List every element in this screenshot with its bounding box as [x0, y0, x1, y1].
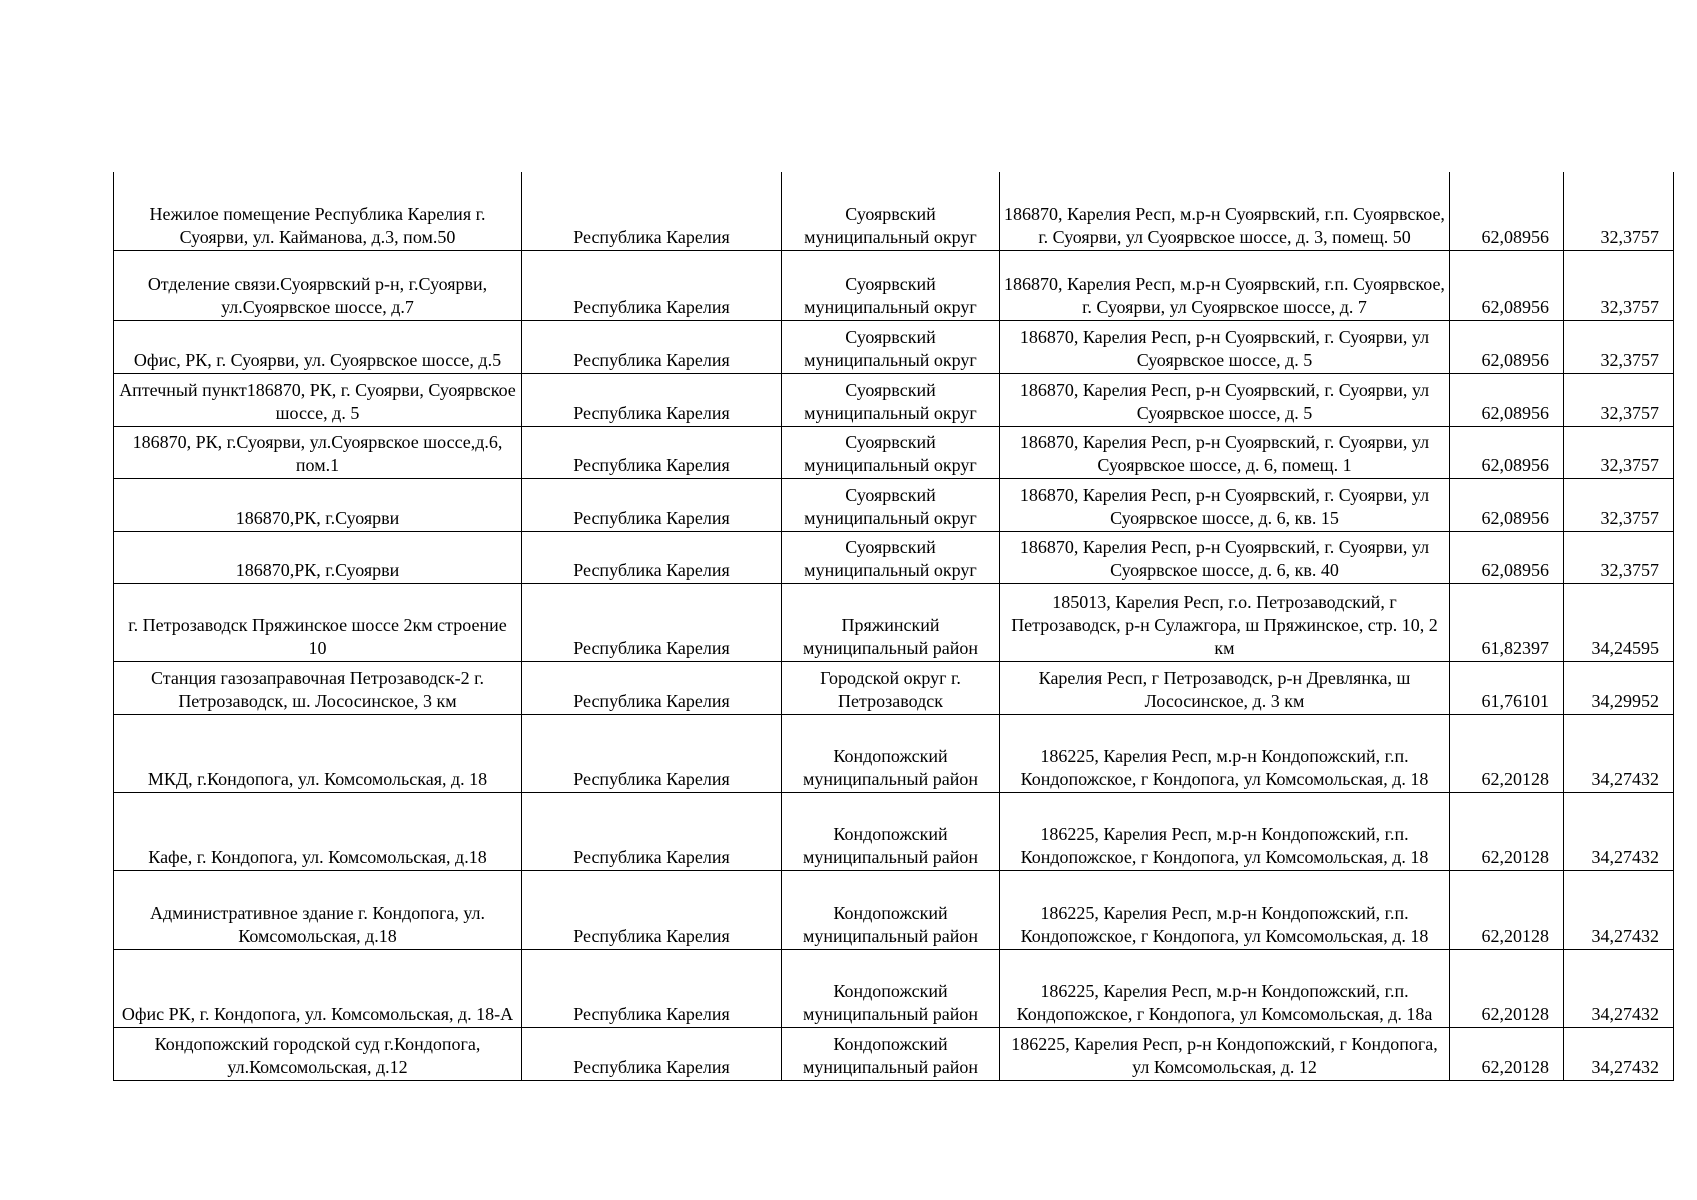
longitude-cell: 32,3757 [1564, 531, 1674, 583]
longitude-cell: 34,27432 [1564, 1027, 1674, 1080]
municipality-cell: Городской округ г. Петрозаводск [782, 661, 1000, 714]
object-name-cell: Административное здание г. Кондопога, ул. Комсомольская, д.18 [114, 870, 522, 949]
longitude-cell: 34,27432 [1564, 792, 1674, 870]
region-cell: Республика Карелия [522, 478, 782, 531]
municipality-cell: Суоярвский муниципальный округ [782, 531, 1000, 583]
longitude-cell: 34,27432 [1564, 714, 1674, 792]
municipality-cell: Суоярвский муниципальный округ [782, 250, 1000, 320]
region-cell: Республика Карелия [522, 373, 782, 426]
table-row [114, 172, 1674, 250]
table-row [114, 661, 1674, 714]
municipality-cell: Кондопожский муниципальный район [782, 1027, 1000, 1080]
longitude-cell: 34,27432 [1564, 949, 1674, 1027]
latitude-cell: 62,08956 [1450, 320, 1564, 373]
object-name-cell: 186870,РК, г.Суоярви [114, 531, 522, 583]
table-row [114, 373, 1674, 426]
region-cell: Республика Карелия [522, 792, 782, 870]
longitude-cell: 32,3757 [1564, 250, 1674, 320]
region-cell: Республика Карелия [522, 172, 782, 250]
latitude-cell: 62,20128 [1450, 714, 1564, 792]
longitude-cell: 32,3757 [1564, 320, 1674, 373]
object-name-cell: Отделение связи.Суоярвский р-н, г.Суоярви, ул.Суоярвское шоссе, д.7 [114, 250, 522, 320]
address-cell: 186870, Карелия Респ, м.р-н Суоярвский, г.п. Суоярвское, г. Суоярви, ул Суоярвское шоссе, д. 3, помещ. 50 [1000, 172, 1450, 250]
region-cell: Республика Карелия [522, 426, 782, 478]
latitude-cell: 62,08956 [1450, 250, 1564, 320]
municipality-cell: Пряжинский муниципальный район [782, 583, 1000, 661]
longitude-cell: 32,3757 [1564, 172, 1674, 250]
address-cell: 186870, Карелия Респ, р-н Суоярвский, г. Суоярви, ул Суоярвское шоссе, д. 6, помещ. 1 [1000, 426, 1450, 478]
municipality-cell: Кондопожский муниципальный район [782, 949, 1000, 1027]
latitude-cell: 62,08956 [1450, 531, 1564, 583]
region-cell: Республика Карелия [522, 1027, 782, 1080]
address-cell: 186870, Карелия Респ, р-н Суоярвский, г. Суоярви, ул Суоярвское шоссе, д. 6, кв. 15 [1000, 478, 1450, 531]
region-cell: Республика Карелия [522, 250, 782, 320]
region-cell: Республика Карелия [522, 320, 782, 373]
latitude-cell: 62,08956 [1450, 426, 1564, 478]
region-cell: Республика Карелия [522, 714, 782, 792]
address-cell: 186225, Карелия Респ, р-н Кондопожский, г Кондопога, ул Комсомольская, д. 12 [1000, 1027, 1450, 1080]
address-cell: 186870, Карелия Респ, м.р-н Суоярвский, г.п. Суоярвское, г. Суоярви, ул Суоярвское шоссе, д. 7 [1000, 250, 1450, 320]
address-cell: Карелия Респ, г Петрозаводск, р-н Древлянка, ш Лососинское, д. 3 км [1000, 661, 1450, 714]
address-cell: 186225, Карелия Респ, м.р-н Кондопожский, г.п. Кондопожское, г Кондопога, ул Комсомольская, д. 18 [1000, 870, 1450, 949]
latitude-cell: 61,82397 [1450, 583, 1564, 661]
object-name-cell: Станция газозаправочная Петрозаводск-2 г. Петрозаводск, ш. Лососинское, 3 км [114, 661, 522, 714]
latitude-cell: 61,76101 [1450, 661, 1564, 714]
region-cell: Республика Карелия [522, 949, 782, 1027]
longitude-cell: 34,27432 [1564, 870, 1674, 949]
table-row [114, 426, 1674, 478]
object-name-cell: 186870,РК, г.Суоярви [114, 478, 522, 531]
region-cell: Республика Карелия [522, 583, 782, 661]
municipality-cell: Суоярвский муниципальный округ [782, 172, 1000, 250]
address-cell: 186870, Карелия Респ, р-н Суоярвский, г. Суоярви, ул Суоярвское шоссе, д. 5 [1000, 320, 1450, 373]
address-table [113, 172, 1674, 1081]
municipality-cell: Суоярвский муниципальный округ [782, 373, 1000, 426]
table-row [114, 320, 1674, 373]
address-cell: 186225, Карелия Респ, м.р-н Кондопожский, г.п. Кондопожское, г Кондопога, ул Комсомольская, д. 18а [1000, 949, 1450, 1027]
table-row [114, 714, 1674, 792]
latitude-cell: 62,20128 [1450, 870, 1564, 949]
longitude-cell: 32,3757 [1564, 373, 1674, 426]
object-name-cell: Офис, РК, г. Суоярви, ул. Суоярвское шоссе, д.5 [114, 320, 522, 373]
longitude-cell: 32,3757 [1564, 426, 1674, 478]
municipality-cell: Кондопожский муниципальный район [782, 792, 1000, 870]
object-name-cell: Нежилое помещение Республика Карелия г. Суоярви, ул. Кайманова, д.3, пом.50 [114, 172, 522, 250]
address-cell: 186870, Карелия Респ, р-н Суоярвский, г. Суоярви, ул Суоярвское шоссе, д. 6, кв. 40 [1000, 531, 1450, 583]
table-row [114, 1027, 1674, 1080]
municipality-cell: Суоярвский муниципальный округ [782, 478, 1000, 531]
table-row [114, 949, 1674, 1027]
object-name-cell: Аптечный пункт186870, РК, г. Суоярви, Суоярвское шоссе, д. 5 [114, 373, 522, 426]
object-name-cell: Кондопожский городской суд г.Кондопога, ул.Комсомольская, д.12 [114, 1027, 522, 1080]
longitude-cell: 34,29952 [1564, 661, 1674, 714]
address-cell: 185013, Карелия Респ, г.о. Петрозаводский, г Петрозаводск, р-н Сулажгора, ш Пряжинское, стр. 10, 2 км [1000, 583, 1450, 661]
latitude-cell: 62,20128 [1450, 792, 1564, 870]
object-name-cell: Кафе, г. Кондопога, ул. Комсомольская, д.18 [114, 792, 522, 870]
municipality-cell: Кондопожский муниципальный район [782, 714, 1000, 792]
latitude-cell: 62,08956 [1450, 172, 1564, 250]
region-cell: Республика Карелия [522, 870, 782, 949]
municipality-cell: Кондопожский муниципальный район [782, 870, 1000, 949]
municipality-cell: Суоярвский муниципальный округ [782, 426, 1000, 478]
municipality-cell: Суоярвский муниципальный округ [782, 320, 1000, 373]
address-cell: 186225, Карелия Респ, м.р-н Кондопожский, г.п. Кондопожское, г Кондопога, ул Комсомольская, д. 18 [1000, 792, 1450, 870]
object-name-cell: Офис РК, г. Кондопога, ул. Комсомольская, д. 18-А [114, 949, 522, 1027]
object-name-cell: МКД, г.Кондопога, ул. Комсомольская, д. 18 [114, 714, 522, 792]
address-cell: 186870, Карелия Респ, р-н Суоярвский, г. Суоярви, ул Суоярвское шоссе, д. 5 [1000, 373, 1450, 426]
latitude-cell: 62,20128 [1450, 949, 1564, 1027]
table-row [114, 478, 1674, 531]
region-cell: Республика Карелия [522, 661, 782, 714]
object-name-cell: 186870, РК, г.Суоярви, ул.Суоярвское шоссе,д.6, пом.1 [114, 426, 522, 478]
table-row [114, 531, 1674, 583]
longitude-cell: 34,24595 [1564, 583, 1674, 661]
table-row [114, 583, 1674, 661]
latitude-cell: 62,08956 [1450, 373, 1564, 426]
object-name-cell: г. Петрозаводск Пряжинское шоссе 2км строение 10 [114, 583, 522, 661]
address-cell: 186225, Карелия Респ, м.р-н Кондопожский, г.п. Кондопожское, г Кондопога, ул Комсомольская, д. 18 [1000, 714, 1450, 792]
table-row [114, 250, 1674, 320]
region-cell: Республика Карелия [522, 531, 782, 583]
table-row [114, 870, 1674, 949]
latitude-cell: 62,08956 [1450, 478, 1564, 531]
longitude-cell: 32,3757 [1564, 478, 1674, 531]
table-row [114, 792, 1674, 870]
latitude-cell: 62,20128 [1450, 1027, 1564, 1080]
